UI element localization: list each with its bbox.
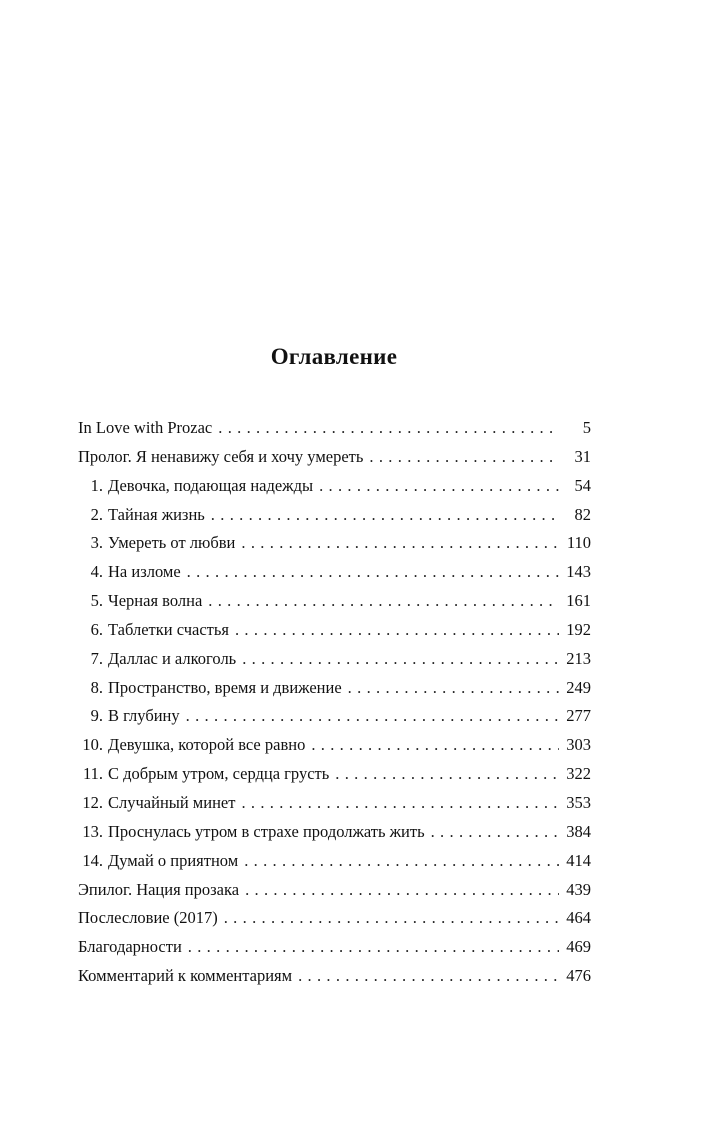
toc-entry-number: 3. [90,533,103,553]
toc-entry-page: 384 [566,821,591,841]
toc-dot-leader [335,760,559,789]
toc-entry-page: 110 [566,533,591,553]
toc-entry-label: Черная волна [108,591,203,611]
toc-entry[interactable] [78,472,591,501]
toc-entry-label: Случайный минет [108,792,236,812]
toc-entry[interactable] [78,587,591,616]
toc-entry-page: 277 [566,706,591,726]
toc-entry-page: 469 [566,937,591,957]
toc-dot-leader [186,702,559,731]
toc-entry-number: 1. [90,475,103,495]
toc-entry[interactable] [78,789,591,818]
toc-entry-page: 161 [566,591,591,611]
toc-entry-label: С добрым утром, сердца грусть [108,764,330,784]
toc-entry[interactable] [78,876,591,905]
toc-entry-number: 6. [90,619,103,639]
toc-entry-label: На изломе [108,562,181,582]
toc-entry-number: 8. [90,677,103,697]
toc-entry[interactable] [78,414,591,443]
toc-dot-leader [235,616,559,645]
toc-entry[interactable] [78,818,591,847]
toc-entry-label: Девочка, подающая надежды [108,475,314,495]
toc-dot-leader [187,558,559,587]
toc-entry-page: 414 [566,850,591,870]
toc-dot-leader [211,501,559,530]
toc-entry-label: Таблетки счастья [108,619,229,639]
toc-entry[interactable] [78,558,591,587]
table-of-contents [78,414,591,991]
toc-entry-label: In Love with Prozac [78,418,213,437]
toc-entry-page: 249 [566,677,591,697]
toc-entry-label: Думай о приятном [108,850,239,870]
toc-entry[interactable] [78,760,591,789]
toc-entry-page: 476 [566,966,591,986]
toc-entry-page: 439 [566,879,591,899]
toc-entry-label: В глубину [108,706,180,726]
toc-entry-number: 5. [90,591,103,611]
toc-entry-number: 2. [90,504,103,524]
toc-entry[interactable] [78,674,591,703]
toc-dot-leader [319,472,559,501]
toc-dot-leader [369,443,559,472]
toc-entry-label: Благодарности [78,937,182,957]
toc-entry[interactable] [78,933,591,962]
toc-dot-leader [224,904,559,933]
toc-entry-label: Послесловие (2017) [78,908,218,928]
toc-entry-number: 14. [82,850,103,870]
toc-entry-page: 303 [566,735,591,755]
toc-entry[interactable] [78,443,591,472]
toc-entry-number: 9. [90,706,103,726]
toc-entry-number: 12. [82,792,103,812]
toc-entry-label: Даллас и алкоголь [108,648,237,668]
toc-entry-page: 464 [566,908,591,928]
toc-entry-page: 82 [574,504,591,524]
toc-dot-leader [208,587,559,616]
toc-entry-page: 31 [574,446,591,466]
toc-entry-page: 353 [566,792,591,812]
toc-entry-label: Эпилог. Нация прозака [78,879,240,899]
toc-dot-leader [242,645,559,674]
toc-entry-label: Проснулась утром в страхе продолжать жить [108,821,425,841]
toc-entry-label: Комментарий к комментариям [78,966,293,986]
toc-entry[interactable] [78,501,591,530]
toc-entry-page: 192 [566,619,591,639]
toc-dot-leader [188,933,559,962]
toc-entry-number: 11. [82,764,103,784]
toc-entry[interactable] [78,731,591,760]
toc-dot-leader [244,847,559,876]
toc-dot-leader [311,731,559,760]
toc-dot-leader [241,789,559,818]
toc-entry-page: 54 [574,475,591,495]
toc-entry-number: 4. [90,562,103,582]
toc-entry-page: 322 [566,764,591,784]
toc-entry[interactable] [78,645,591,674]
toc-entry-page: 213 [566,648,591,668]
toc-entry-page: 5 [582,418,591,437]
toc-entry-label: Тайная жизнь [108,504,205,524]
toc-entry[interactable] [78,847,591,876]
toc-entry-number: 10. [82,735,103,755]
toc-entry-label: Пространство, время и движение [108,677,342,697]
toc-dot-leader [241,529,559,558]
toc-entry-number: 7. [90,648,103,668]
toc-dot-leader [348,674,559,703]
page-title: Оглавление [270,344,398,369]
toc-dot-leader [298,962,559,991]
toc-entry[interactable] [78,702,591,731]
toc-entry-label: Девушка, которой все равно [108,735,306,755]
toc-dot-leader [431,818,559,847]
toc-entry[interactable] [78,904,591,933]
toc-entry[interactable] [78,616,591,645]
toc-entry[interactable] [78,529,591,558]
toc-entry-label: Пролог. Я ненавижу себя и хочу умереть [78,446,364,466]
toc-dot-leader [218,414,559,443]
toc-dot-leader [245,876,559,905]
toc-entry-page: 143 [566,562,591,582]
toc-entry-label: Умереть от любви [108,533,236,553]
toc-entry[interactable] [78,962,591,991]
toc-entry-number: 13. [82,821,103,841]
